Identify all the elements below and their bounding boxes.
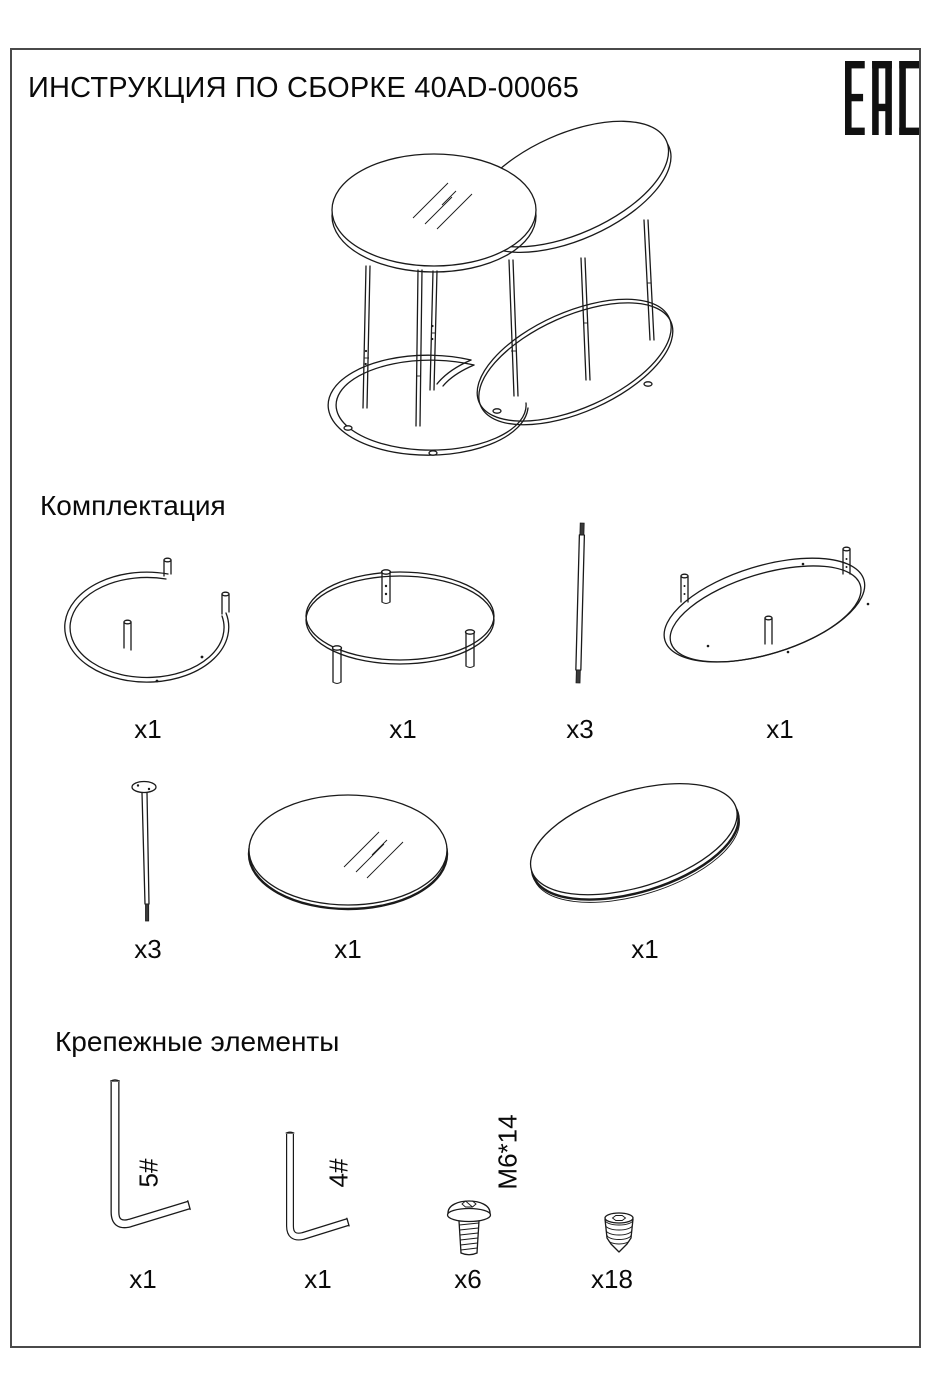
qty-label: x1 [134, 714, 162, 744]
round-table-base [328, 355, 528, 455]
bolt-size-label: M6*14 [492, 1114, 523, 1190]
part-leg-with-disc-top [118, 776, 182, 928]
fastener-set-screw [598, 1210, 642, 1258]
qty-label: x1 [766, 714, 794, 744]
part-round-top-support-ring [300, 558, 500, 690]
fastener-bolt [442, 1192, 498, 1258]
ring-boss-top [382, 570, 391, 604]
hex-key-size-label: 4# [323, 1158, 354, 1188]
qty-label: x3 [134, 934, 162, 964]
page-title: ИНСТРУКЦИЯ ПО СБОРКЕ 40AD-00065 [28, 72, 580, 104]
round-table-legs [363, 260, 518, 426]
qty-label: x3 [566, 714, 594, 744]
eac-certification-logo [845, 60, 919, 136]
hex-key-size-label: 5# [133, 1158, 164, 1188]
part-open-round-base-frame [52, 552, 252, 697]
part-oval-table-top [523, 773, 758, 919]
qty-label: x1 [129, 1264, 157, 1294]
qty-label: x18 [591, 1264, 633, 1294]
qty-label: x1 [334, 934, 362, 964]
qty-label: x1 [631, 934, 659, 964]
components-heading: Комплектация [40, 490, 226, 521]
assembled-tables-illustration [285, 108, 705, 463]
part-leg-rod [563, 520, 597, 694]
qty-label: x1 [304, 1264, 332, 1294]
part-oval-base-frame [653, 546, 888, 684]
part-round-glass-top [246, 793, 458, 921]
fasteners-heading: Крепежные элементы [55, 1026, 340, 1057]
qty-label: x1 [389, 714, 417, 744]
qty-label: x6 [454, 1264, 482, 1294]
